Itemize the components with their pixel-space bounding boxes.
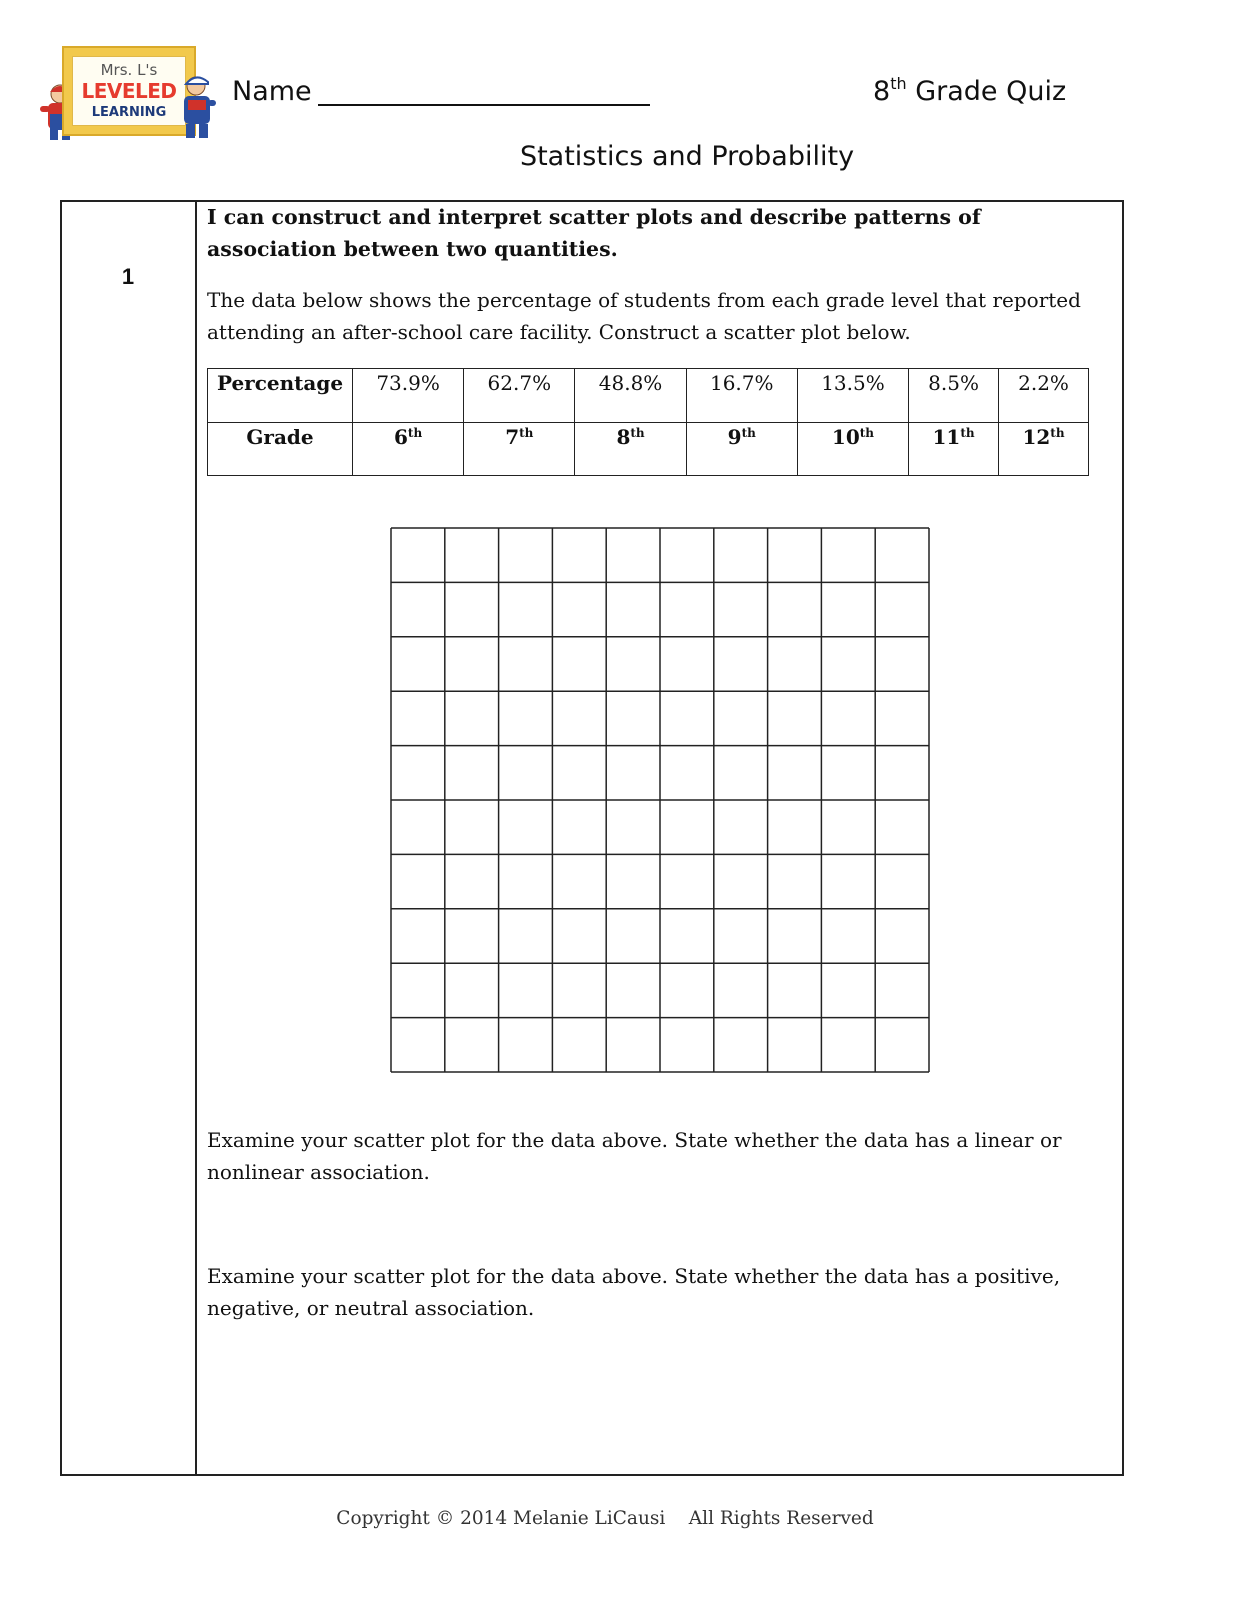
grade-suffix: th [630, 425, 645, 440]
copyright-footer: Copyright © 2014 Melanie LiCausi All Rights Reserved [336, 1508, 874, 1529]
grade-number: 7 [505, 424, 520, 449]
grade-suffix: th [1050, 425, 1065, 440]
page-subtitle: Statistics and Probability [519, 141, 855, 172]
name-field[interactable] [318, 104, 650, 106]
grade-number: 8 [616, 424, 631, 449]
followup-question-linear: Examine your scatter plot for the data above. State whether the data has a linear or nonlinear association. [207, 1128, 1062, 1184]
grade-number: 9 [727, 424, 742, 449]
table-cell: 48.8% [575, 369, 686, 423]
grade-number: 11 [932, 424, 961, 449]
table-cell [686, 422, 797, 476]
grade-suffix: th [960, 425, 975, 440]
scatter-plot-grid[interactable] [390, 527, 930, 1073]
grade-ordinal: 8 [873, 76, 891, 107]
kid-right-icon [178, 74, 218, 140]
grade-number: 12 [1022, 424, 1051, 449]
logo-text-leveled: LEVELED [81, 79, 177, 103]
question-column-divider [195, 200, 197, 1476]
grade-number: 10 [831, 424, 860, 449]
learning-objective: I can construct and interpret scatter plots and describe patterns of association between two quantities. [207, 205, 981, 261]
table-cell [575, 422, 686, 476]
logo-text-mrs: Mrs. L's [100, 61, 158, 79]
logo-text-learning: LEARNING [91, 105, 167, 120]
grade-suffix: th [407, 425, 423, 440]
grade-suffix: th [519, 425, 534, 440]
table-cell: 13.5% [797, 369, 908, 423]
table-cell [353, 422, 464, 476]
grade-number: 6 [394, 424, 408, 449]
logo-frame [62, 46, 196, 136]
row-label-grade: Grade [208, 422, 353, 476]
table-cell: 16.7% [686, 369, 797, 423]
table-cell: 73.9% [353, 369, 464, 423]
row-label-percentage: Percentage [208, 369, 353, 423]
table-cell [464, 422, 575, 476]
percentage-row [208, 369, 1089, 423]
grade-suffix: th [890, 74, 907, 93]
table-cell [797, 422, 908, 476]
table-cell [909, 422, 999, 476]
question-number: 1 [121, 264, 135, 289]
table-cell: 62.7% [464, 369, 575, 423]
logo-inner [72, 56, 186, 126]
grade-suffix: th [741, 425, 756, 440]
data-table [207, 368, 1089, 476]
grade-suffix: th [859, 425, 875, 440]
question-prompt: The data below shows the percentage of students from each grade level that reported attending an after-school care facility. Construct a scatter plot below. [207, 288, 1081, 344]
name-label: Name [232, 76, 312, 107]
quiz-title [873, 76, 1066, 107]
table-cell [999, 422, 1089, 476]
grade-row [208, 422, 1089, 476]
table-cell: 8.5% [909, 369, 999, 423]
followup-question-direction: Examine your scatter plot for the data above. State whether the data has a positive, negative, or neutral association. [207, 1264, 1061, 1320]
logo [38, 44, 216, 144]
quiz-title-text: Grade Quiz [915, 76, 1067, 107]
table-cell: 2.2% [999, 369, 1089, 423]
